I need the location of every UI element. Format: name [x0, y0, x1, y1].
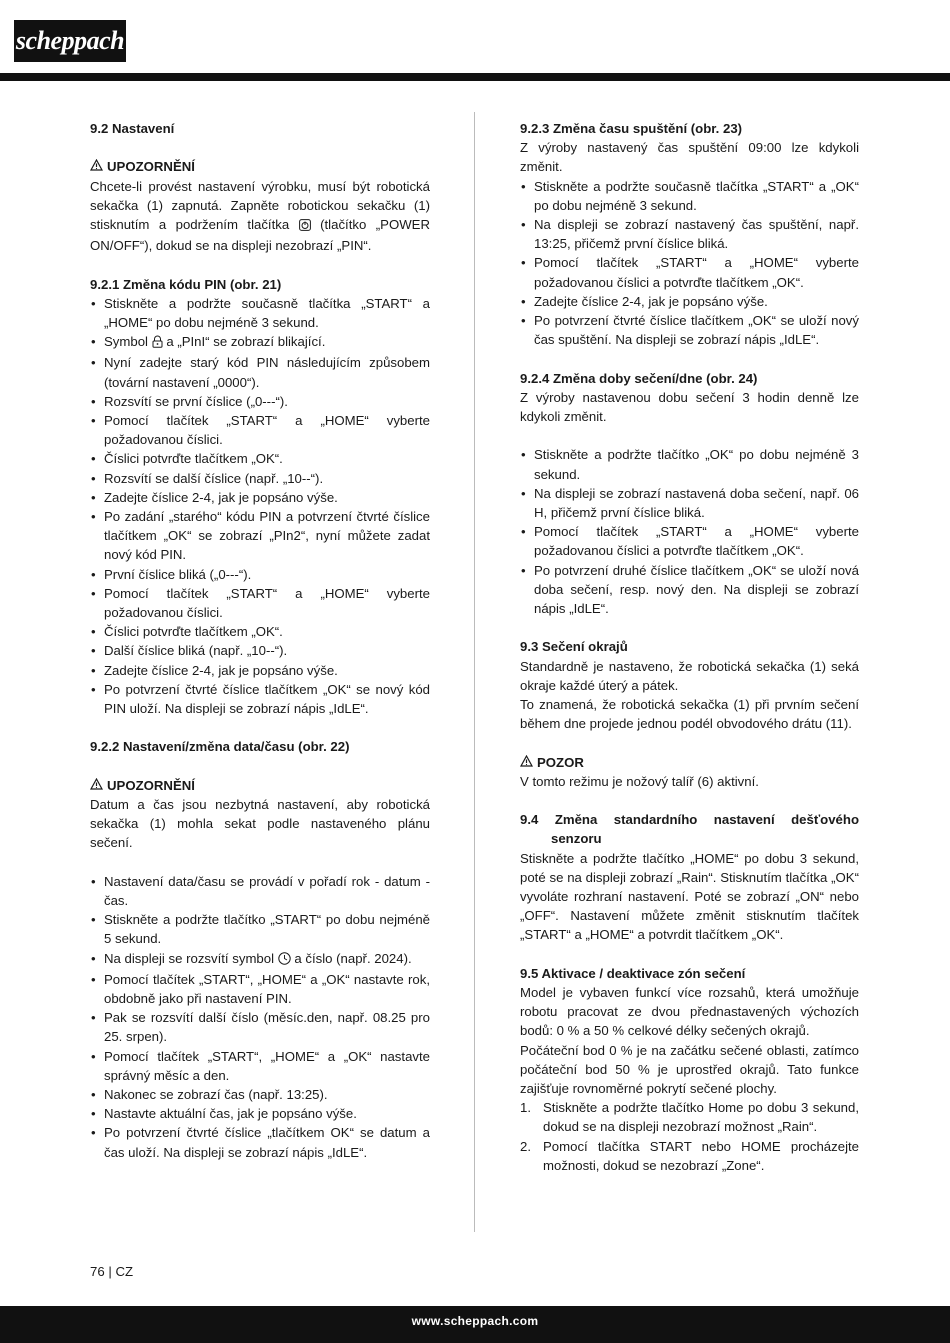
caution-heading — [520, 753, 859, 772]
section-9-3-heading: 9.3 Sečení okrajů — [520, 639, 628, 655]
paragraph: Z výroby nastavenou dobu sečení 3 hodin denně lze kdykoli změnit. — [520, 389, 859, 425]
mowing-time-list — [520, 445, 859, 618]
list-item: • Po potvrzení druhé číslice tlačítkem „OK“ se uloží nová doba sečení, resp. nový den. Na displeji se zobrazí nápis „IdLE“. — [520, 561, 859, 619]
list-item: • Pomocí tlačítek „START“ a „HOME“ vyberte požadovanou číslici a potvrďte tlačítkem „OK“. — [520, 253, 859, 291]
left-column — [90, 119, 430, 1162]
date-time-list — [90, 872, 430, 1162]
right-column — [520, 119, 859, 1175]
section-9-2-4-heading: 9.2.4 Změna doby sečení/dne (obr. 24) — [520, 370, 758, 386]
list-item: • První číslice bliká („0---“). — [90, 565, 430, 584]
list-item: • Pomocí tlačítek „START“ a „HOME“ vyberte požadovanou číslici. — [90, 411, 430, 449]
caution-title: POZOR — [537, 754, 584, 770]
column-divider — [474, 112, 475, 1232]
warning-heading — [90, 157, 430, 176]
list-item: • Nastavte aktuální čas, jak je popsáno výše. — [90, 1104, 430, 1123]
power-button-icon — [299, 217, 311, 236]
list-item: • Stiskněte a podržte současně tlačítka „START“ a „HOME“ po dobu nejméně 3 sekund. — [90, 294, 430, 332]
section-9-5-heading: 9.5 Aktivace / deaktivace zón sečení — [520, 965, 746, 981]
section-9-2-heading: 9.2 Nastavení — [90, 121, 175, 136]
list-item: • Stiskněte a podržte současně tlačítka „START“ a „OK“ po dobu nejméně 3 sekund. — [520, 177, 859, 215]
warning-title: UPOZORNĚNÍ — [107, 777, 195, 793]
website-link[interactable]: www.scheppach.com — [411, 1314, 539, 1328]
section-9-4-heading: 9.4 Změna standardního nastavení dešťového — [520, 812, 859, 828]
section-9-2-1-heading: 9.2.1 Změna kódu PIN (obr. 21) — [90, 276, 282, 292]
list-item: • Na displeji se rozsvítí symbol a číslo (např. 2024). — [90, 949, 430, 970]
section-9-2-2-heading: 9.2.2 Nastavení/změna data/času (obr. 22) — [90, 739, 350, 755]
list-item: • Pomocí tlačítek „START“, „HOME“ a „OK“ nastavte rok, obdobně jako při nastavení PIN. — [90, 970, 430, 1008]
warning-triangle-icon — [90, 776, 103, 795]
pin-change-list — [90, 294, 430, 718]
caution-text: V tomto režimu je nožový talíř (6) aktivní. — [520, 773, 759, 789]
list-item: • Další číslice bliká (např. „10--“). — [90, 641, 430, 660]
paragraph: Model je vybaven funkcí více rozsahů, která umožňuje robotu pracovat ze dvou přednastavených výchozích bodů: 0 % a 50 % celkové délky sečených okrajů. — [520, 985, 859, 1039]
paragraph: Z výroby nastavený čas spuštění 09:00 lze kdykoli změnit. — [520, 140, 859, 175]
section-9-4-heading-cont: senzoru — [551, 831, 602, 847]
list-item: • Symbol a „PInI“ se zobrazí blikající. — [90, 332, 430, 353]
warning-title: UPOZORNĚNÍ — [107, 159, 195, 175]
list-item: • Na displeji se zobrazí nastavená doba sečení, např. 06 H, přičemž první číslice bliká. — [520, 484, 859, 522]
paragraph: To znamená, že robotická sekačka (1) při prvním sečení během dne projede jednou podél obvodového drátu (11). — [520, 697, 859, 732]
start-time-list — [520, 177, 859, 350]
zone-steps-list — [520, 1098, 859, 1175]
paragraph: Počáteční bod 0 % je na začátku sečené oblasti, zatímco počáteční bod 50 % je uprostřed okrajů. Tato funkce zajišťuje rovnoměrné pokrytí sečené plochy. — [520, 1042, 859, 1097]
paragraph: Standardně je nastaveno, že robotická sekačka (1) seká okraje každé úterý a pátek. — [520, 658, 859, 693]
list-item: • Nakonec se zobrazí čas (např. 13:25). — [90, 1085, 430, 1104]
list-item: • Po potvrzení čtvrté číslice tlačítkem „OK“ se nový kód PIN uloží. Na displeji se zobrazí nápis „IdLE“. — [90, 680, 430, 718]
warning-text: Datum a čas jsou nezbytná nastavení, aby robotická sekačka (1) mohla sekat podle nastaveného plánu sečení. — [90, 797, 430, 851]
list-item: • Na displeji se zobrazí nastavený čas spuštění, např. 13:25, přičemž první číslice bliká. — [520, 215, 859, 253]
list-item: • Rozsvítí se první číslice („0---“). — [90, 392, 430, 411]
list-item: • Zadejte číslice 2-4, jak je popsáno výše. — [90, 661, 430, 680]
list-item: • Zadejte číslice 2-4, jak je popsáno výše. — [90, 488, 430, 507]
list-item: • Pomocí tlačítek „START“ a „HOME“ vyberte požadovanou číslici a potvrďte tlačítkem „OK“. — [520, 522, 859, 560]
list-item: 1. Stiskněte a podržte tlačítko Home po dobu 3 sekund, dokud se na displeji nezobrazí možnost „Rain“. — [520, 1100, 859, 1135]
list-item: • Nastavení data/času se provádí v pořadí rok - datum - čas. — [90, 872, 430, 910]
warning-triangle-icon — [520, 753, 533, 772]
scheppach-logo: scheppach — [14, 20, 126, 62]
list-item: • Po potvrzení čtvrté číslice tlačítkem „OK“ se uloží nový čas spuštění. Na displeji se zobrazí nápis „IdLE“. — [520, 311, 859, 349]
list-item: • Pak se rozsvítí další číslo (měsíc.den, např. 08.25 pro 25. srpen). — [90, 1008, 430, 1046]
list-item: • Nyní zadejte starý kód PIN následujícím způsobem (tovární nastavení „0000“). — [90, 353, 430, 391]
section-9-2-3-heading: 9.2.3 Změna času spuštění (obr. 23) — [520, 121, 743, 136]
list-item: • Rozsvítí se další číslice (např. „10--“). — [90, 469, 430, 488]
list-item: • Číslici potvrďte tlačítkem „OK“. — [90, 622, 430, 641]
header-bar — [0, 73, 950, 81]
warning-triangle-icon — [90, 157, 103, 176]
list-item: • Pomocí tlačítek „START“, „HOME“ a „OK“ nastavte správný měsíc a den. — [90, 1047, 430, 1085]
list-item: • Číslici potvrďte tlačítkem „OK“. — [90, 449, 430, 468]
warning-heading — [90, 776, 430, 795]
list-item: 2. Pomocí tlačítka START nebo HOME procházejte možnosti, dokud se nezobrazí „Zone“. — [520, 1138, 859, 1173]
list-item: • Stiskněte a podržte tlačítko „START“ po dobu nejméně 5 sekund. — [90, 910, 430, 948]
warning-text: Chcete-li provést nastavení výrobku, musí být robotická sekačka (1) zapnutá. Zapněte robotickou sekačku (1) stisknutím a podržením tlačítka (tlačítko „POWER ON/OFF“), dokud se na displeji nezobrazí „PIN“. — [90, 178, 430, 254]
page-number: 76 | CZ — [90, 1264, 134, 1279]
list-item: • Stiskněte a podržte tlačítko „OK“ po dobu nejméně 3 sekund. — [520, 445, 859, 483]
clock-icon — [278, 951, 291, 970]
lock-icon — [152, 334, 163, 353]
list-item: • Zadejte číslice 2-4, jak je popsáno výše. — [520, 292, 859, 311]
list-item: • Po potvrzení čtvrté číslice „tlačítkem OK“ se datum a čas uloží. Na displeji se zobrazí nápis „IdLE“. — [90, 1123, 430, 1161]
list-item: • Pomocí tlačítek „START“ a „HOME“ vyberte požadovanou číslici. — [90, 584, 430, 622]
paragraph: Stiskněte a podržte tlačítko „HOME“ po dobu 3 sekund, poté se na displeji zobrazí „Rain“. Stisknutím tlačítka „OK“ vyvoláte rozhraní nastavení. Poté se zobrazí „ON“ nebo „OFF“. Nastavení můžete změnit stisknutím tlačítek „START“ a „HOME“ a potvrdit tlačítkem „OK“. — [520, 850, 859, 943]
list-item: • Po zadání „starého“ kódu PIN a potvrzení čtvrté číslice tlačítkem „OK“ se zobrazí „PIn2“, nyní můžete zadat nový kód PIN. — [90, 507, 430, 565]
